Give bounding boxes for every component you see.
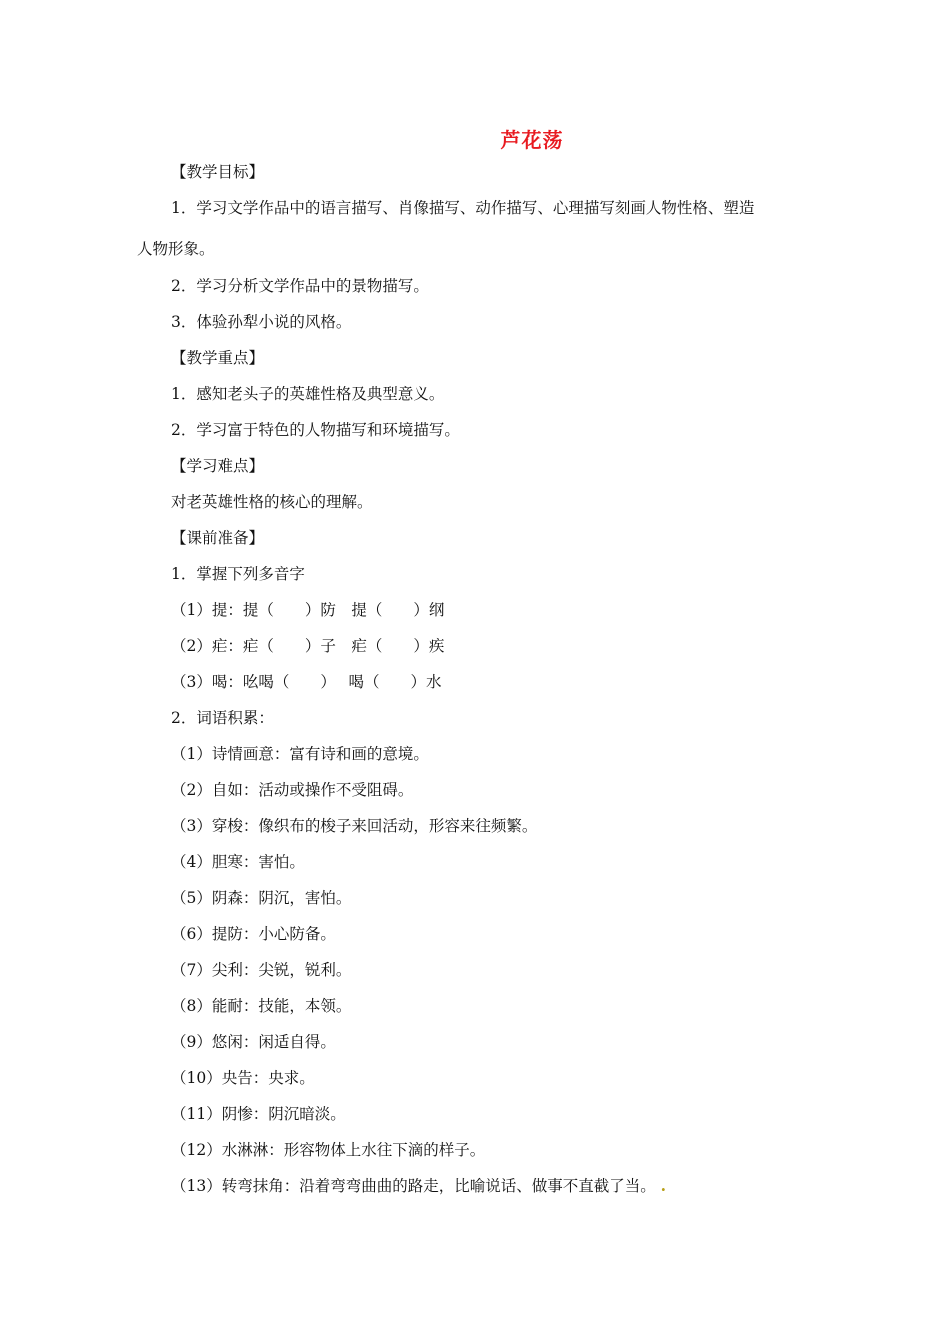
vocabulary-item: （5）阴森：阴沉，害怕。 — [171, 889, 352, 907]
vocabulary-item: （9）悠闲：闲适自得。 — [171, 1033, 336, 1051]
vocabulary-item-text: （13）转弯抹角：沿着弯弯曲曲的路走，比喻说话、做事不直截了当。 — [171, 1177, 656, 1195]
vocabulary-item: （8）能耐：技能，本领。 — [171, 997, 352, 1015]
objective-item: 3．体验孙犁小说的风格。 — [171, 313, 352, 331]
pronunciation-item: （2）疟：疟（ ）子 疟（ ）疾 — [171, 637, 445, 655]
pronunciation-item: （1）提：提（ ）防 提（ ）纲 — [171, 601, 445, 619]
vocabulary-item: （7）尖利：尖锐，锐利。 — [171, 961, 352, 979]
trailing-mark: . — [660, 1176, 667, 1195]
key-point-item: 2．学习富于特色的人物描写和环境描写。 — [171, 421, 460, 439]
vocabulary-item: （6）提防：小心防备。 — [171, 925, 336, 943]
document-title: 芦花荡 — [500, 128, 564, 152]
vocabulary-item: （12）水淋淋：形容物体上水往下滴的样子。 — [171, 1141, 486, 1159]
vocabulary-item: （4）胆寒：害怕。 — [171, 853, 305, 871]
section-heading-difficulty: 【学习难点】 — [171, 457, 265, 475]
section-heading-objectives: 【教学目标】 — [171, 163, 265, 181]
key-point-item: 1．感知老头子的英雄性格及典型意义。 — [171, 385, 445, 403]
vocabulary-item — [171, 1176, 666, 1196]
objective-item: 1．学习文学作品中的语言描写、肖像描写、动作描写、心理描写刻画人物性格、塑造 — [171, 199, 755, 217]
vocabulary-title: 2．词语积累： — [171, 709, 274, 727]
pronunciation-item: （3）喝：吆喝（ ） 喝（ ）水 — [171, 673, 442, 691]
pronunciation-title: 1．掌握下列多音字 — [171, 565, 305, 583]
vocabulary-item: （2）自如：活动或操作不受阻碍。 — [171, 781, 414, 799]
objective-item-continued: 人物形象。 — [137, 240, 215, 258]
vocabulary-item: （3）穿梭：像织布的梭子来回活动，形容来往频繁。 — [171, 817, 538, 835]
vocabulary-item: （10）央告：央求。 — [171, 1069, 315, 1087]
section-heading-key-points: 【教学重点】 — [171, 349, 265, 367]
objective-item: 2．学习分析文学作品中的景物描写。 — [171, 277, 429, 295]
section-heading-preparation: 【课前准备】 — [171, 529, 265, 547]
vocabulary-item: （11）阴惨：阴沉暗淡。 — [171, 1105, 346, 1123]
difficulty-item: 对老英雄性格的核心的理解。 — [171, 493, 373, 511]
vocabulary-item: （1）诗情画意：富有诗和画的意境。 — [171, 745, 429, 763]
